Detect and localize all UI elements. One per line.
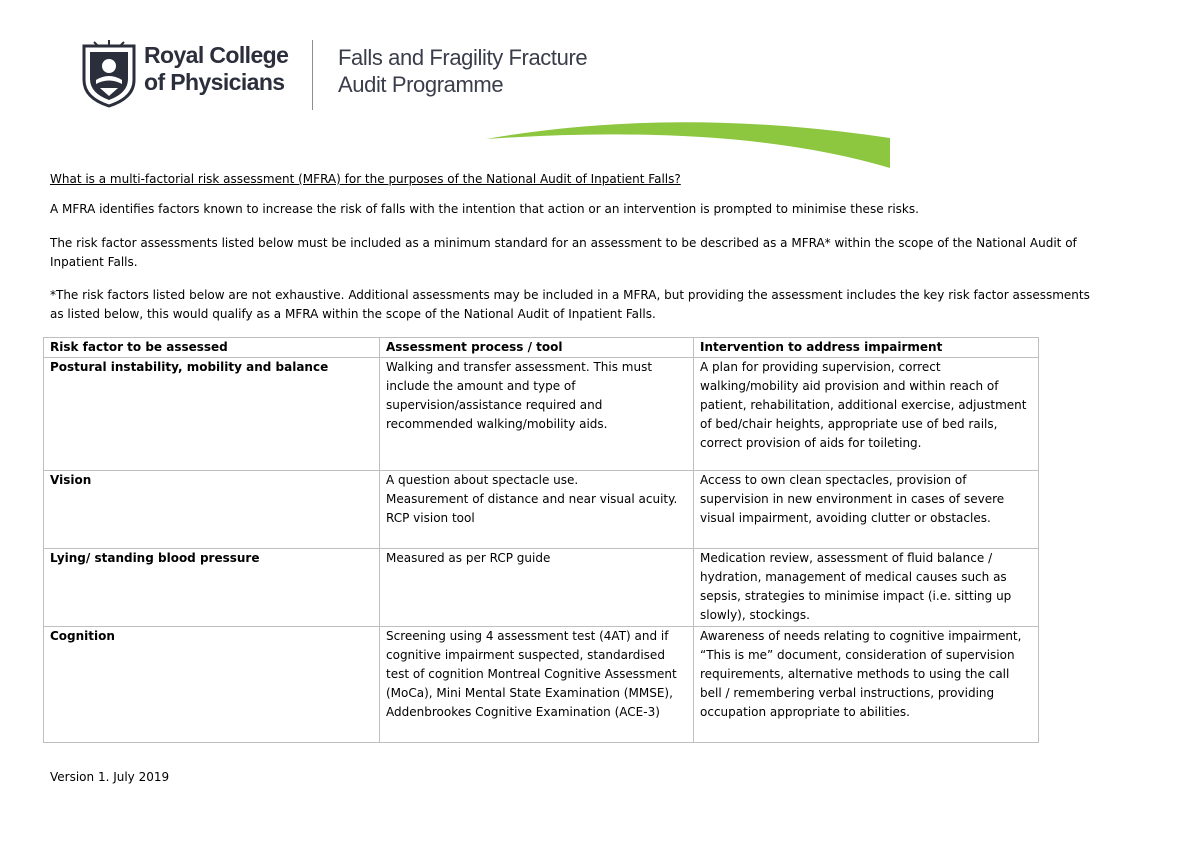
risk-factor-cell: Postural instability, mobility and balance: [44, 358, 380, 471]
header-divider: [312, 40, 313, 110]
organisation-name-line2: of Physicians: [144, 69, 285, 95]
column-header: Risk factor to be assessed: [44, 338, 380, 358]
programme-name-line1: Falls and Fragility Fracture: [338, 45, 588, 70]
assessment-line: Screening using 4 assessment test (4AT) and if cognitive impairment suspected, standardised test of cognition Montreal Cognitive Assessment (MoCa), Mini Mental State Examination (MMSE), Addenbrookes Cognitive Examination (ACE-3): [386, 629, 677, 719]
paragraph-definition: A MFRA identifies factors known to increase the risk of falls with the intention that action or an intervention is prompted to minimise these risks.: [50, 202, 919, 216]
organisation-name: [144, 42, 304, 96]
intervention-cell: Awareness of needs relating to cognitive impairment, “This is me” document, consideration of supervision requirements, alternative methods to using the call bell / remembering verbal instructions, providing occupation appropriate to abilities.: [694, 627, 1039, 743]
assessment-line: Walking and transfer assessment. This must include the amount and type of supervision/assistance required and recommended walking/mobility aids.: [386, 360, 653, 431]
assessment-cell: [380, 549, 694, 627]
paragraph-minimum-standard: The risk factor assessments listed below must be included as a minimum standard for an assessment to be described as a MFRA* within the scope of the National Audit of Inpatient Falls.: [50, 236, 1077, 269]
assessment-line: A question about spectacle use.: [386, 473, 579, 487]
intervention-cell: Access to own clean spectacles, provision of supervision in new environment in cases of severe visual impairment, avoiding clutter or obstacles.: [694, 471, 1039, 549]
paragraph-not-exhaustive: *The risk factors listed below are not exhaustive. Additional assessments may be included in a MFRA, but providing the assessment includes the key risk factor assessments as listed below, this would qualify as a MFRA within the scope of the National Audit of Inpatient Falls.: [50, 288, 1090, 321]
table-row: [44, 471, 1039, 549]
programme-name: [338, 44, 658, 98]
risk-factor-cell: Vision: [44, 471, 380, 549]
rcp-crest-logo: [80, 40, 138, 108]
table-row: [44, 358, 1039, 471]
intervention-cell: Medication review, assessment of fluid balance / hydration, management of medical causes such as sepsis, strategies to minimise impact (i.e. sitting up slowly), stockings.: [694, 549, 1039, 627]
intervention-cell: A plan for providing supervision, correct walking/mobility aid provision and within reach of patient, rehabilitation, additional exercise, adjustment of bed/chair heights, appropriate use of bed rails, correct provision of aids for toileting.: [694, 358, 1039, 471]
assessment-line: Measured as per RCP guide: [386, 551, 551, 565]
programme-name-line2: Audit Programme: [338, 72, 504, 97]
assessment-cell: [380, 358, 694, 471]
risk-factor-table: [43, 337, 1039, 743]
document-heading: What is a multi-factorial risk assessment (MFRA) for the purposes of the National Audit of Inpatient Falls?: [50, 172, 681, 186]
assessment-cell: [380, 627, 694, 743]
green-swoosh-decoration: [486, 112, 892, 172]
risk-factor-cell: Cognition: [44, 627, 380, 743]
assessment-line: RCP vision tool: [386, 511, 475, 525]
risk-factor-cell: Lying/ standing blood pressure: [44, 549, 380, 627]
table-row: [44, 549, 1039, 627]
organisation-name-line1: Royal College: [144, 42, 289, 68]
column-header: Intervention to address impairment: [694, 338, 1039, 358]
column-header: Assessment process / tool: [380, 338, 694, 358]
table-header-row: [44, 338, 1039, 358]
version-footer: Version 1. July 2019: [50, 770, 170, 784]
assessment-line: Measurement of distance and near visual acuity.: [386, 492, 678, 506]
assessment-cell: [380, 471, 694, 549]
table-row: [44, 627, 1039, 743]
